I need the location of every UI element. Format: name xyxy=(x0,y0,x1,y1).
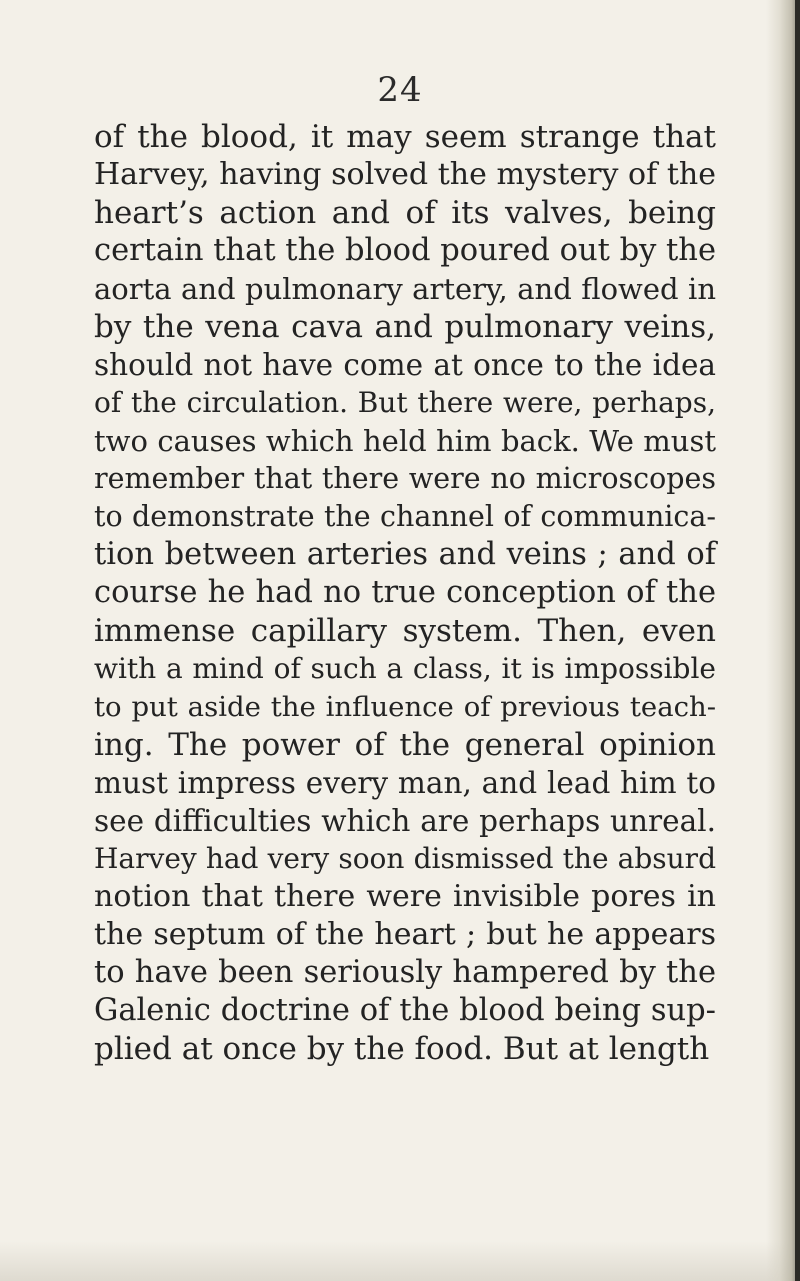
text-line: Harvey had very soon dismissed the absurd xyxy=(94,842,716,875)
text-line: tion between arteries and veins ; and of xyxy=(94,537,716,572)
text-line: with a mind of such a class, it is impossible xyxy=(94,652,716,685)
text-line: of the circulation. But there were, perhaps, xyxy=(94,386,716,419)
text-line: Galenic doctrine of the blood being sup- xyxy=(94,993,716,1028)
text-line: Harvey, having solved the mystery of the xyxy=(94,157,716,192)
text-line: heart’s action and of its valves, being xyxy=(94,195,716,231)
binding-edge xyxy=(795,0,800,1281)
text-line: to demonstrate the channel of communica- xyxy=(94,500,716,533)
text-line: course he had no true conception of the xyxy=(94,575,716,610)
text-line: should not have come at once to the idea xyxy=(94,348,716,382)
text-line: two causes which held him back. We must xyxy=(94,424,716,458)
text-line: certain that the blood poured out by the xyxy=(94,233,716,268)
page-bottom-shadow xyxy=(0,1241,800,1281)
text-line: immense capillary system. Then, even xyxy=(94,613,716,649)
text-line: notion that there were invisible pores in xyxy=(94,879,716,914)
text-line: ing. The power of the general opinion xyxy=(94,727,716,763)
text-line: of the blood, it may seem strange that xyxy=(94,119,716,155)
body-text xyxy=(94,118,716,1068)
text-line: the septum of the heart ; but he appears xyxy=(94,917,716,952)
text-line: aorta and pulmonary artery, and flowed in xyxy=(94,272,716,306)
text-line: plied at once by the food. But at length xyxy=(94,1031,710,1067)
text-line: must impress every man, and lead him to xyxy=(94,766,716,800)
text-line: remember that there were no microscopes xyxy=(94,462,716,495)
text-line: by the vena cava and pulmonary veins, xyxy=(94,309,716,345)
text-line: to have been seriously hampered by the xyxy=(94,955,716,990)
text-line: to put aside the influence of previous teach- xyxy=(94,691,716,723)
page-number: 24 xyxy=(377,70,423,110)
text-line: see difficulties which are perhaps unreal. xyxy=(94,804,716,838)
